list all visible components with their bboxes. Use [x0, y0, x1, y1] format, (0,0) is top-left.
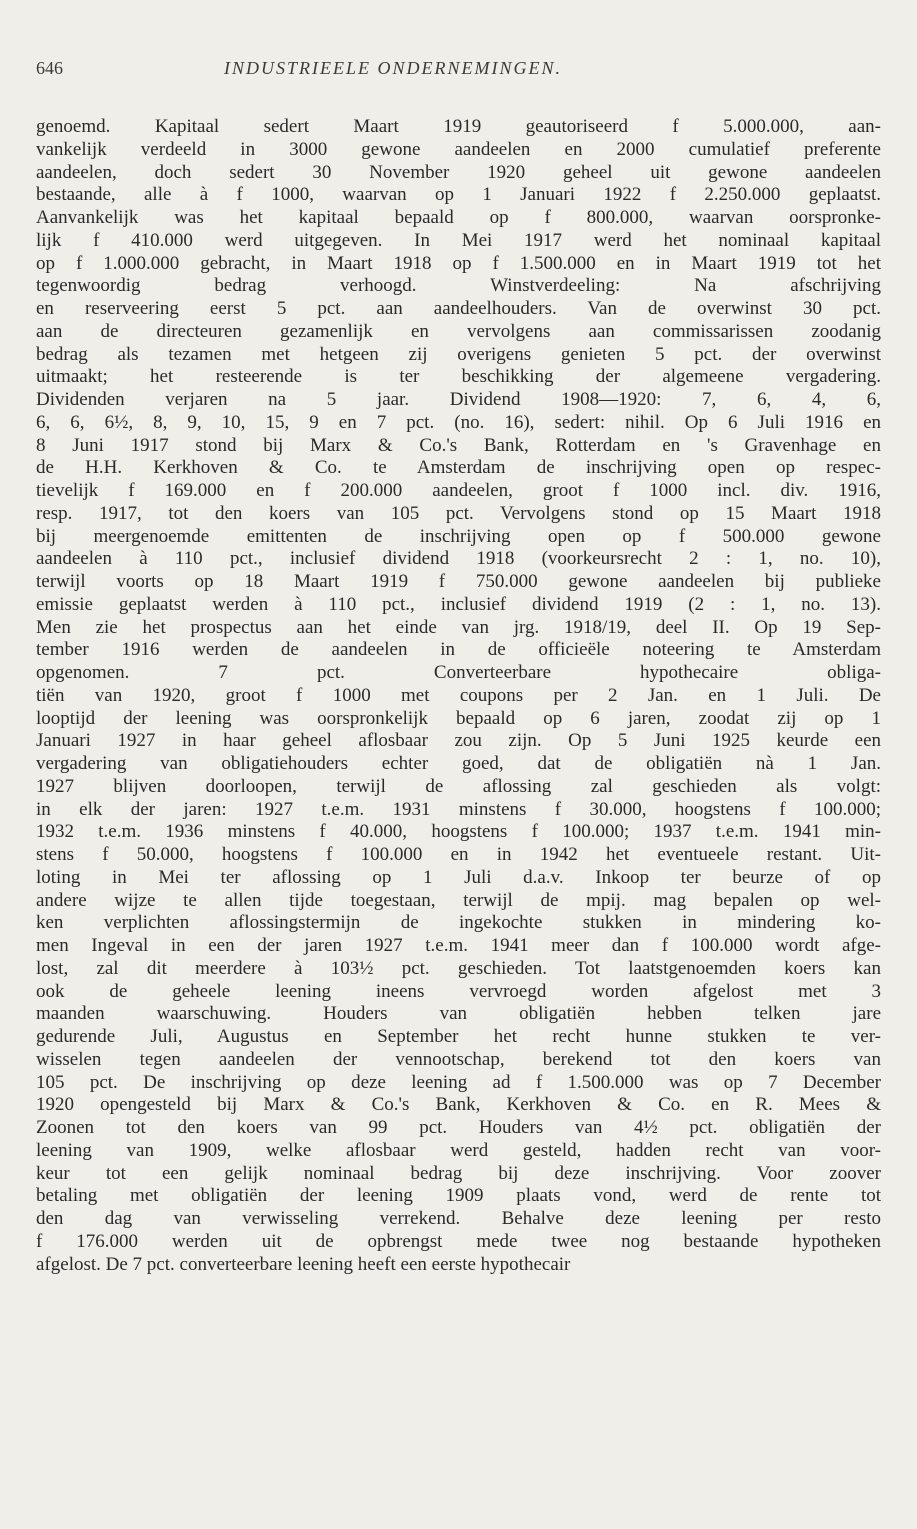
text-line: vankelijk verdeeld in 3000 gewone aandeelen en 2000 cumulatief preferente [36, 138, 881, 160]
running-title: INDUSTRIEELE ONDERNEMINGEN. [224, 58, 562, 78]
text-line: op f 1.000.000 gebracht, in Maart 1918 op f 1.500.000 en in Maart 1919 tot het [36, 252, 881, 274]
page-number: 646 [36, 58, 63, 78]
text-line: lijk f 410.000 werd uitgegeven. In Mei 1917 werd het nominaal kapitaal [36, 229, 881, 251]
text-line: bij meergenoemde emittenten de inschrijving open op f 500.000 gewone [36, 525, 881, 547]
text-line: Januari 1927 in haar geheel aflosbaar zou zijn. Op 5 Juni 1925 keurde een [36, 730, 881, 752]
text-line: tegenwoordig bedrag verhoogd. Winstverdeeling: Na afschrijving [36, 275, 881, 297]
text-line: loting in Mei ter aflossing op 1 Juli d.a.v. Inkoop ter beurze of op [36, 866, 881, 888]
body-text [36, 116, 881, 1276]
text-line: ken verplichten aflossingstermijn de ingekochte stukken in mindering ko- [36, 912, 881, 934]
text-line: bedrag als tezamen met hetgeen zij overigens genieten 5 pct. der overwinst [36, 343, 881, 365]
text-line: betaling met obligatiën der leening 1909 plaats vond, werd de rente tot [36, 1185, 881, 1207]
text-line: tiën van 1920, groot f 1000 met coupons per 2 Jan. en 1 Juli. De [36, 684, 881, 706]
text-line: 105 pct. De inschrijving op deze leening ad f 1.500.000 was op 7 December [36, 1071, 881, 1093]
text-line: gedurende Juli, Augustus en September het recht hunne stukken te ver- [36, 1026, 881, 1047]
text-line: 6, 6, 6½, 8, 9, 10, 15, 9 en 7 pct. (no. 16), sedert: nihil. Op 6 Juli 1916 en [36, 411, 881, 433]
text-line: resp. 1917, tot den koers van 105 pct. Vervolgens stond op 15 Maart 1918 [36, 502, 881, 524]
text-line: Zoonen tot den koers van 99 pct. Houders van 4½ pct. obligatiën der [36, 1117, 881, 1138]
text-line: uitmaakt; het resteerende is ter beschikking der algemeene vergadering. [36, 366, 881, 388]
text-line: tember 1916 werden de aandeelen in de officieële noteering te Amsterdam [36, 639, 881, 661]
text-line: aan de directeuren gezamenlijk en vervolgens aan commissarissen zoodanig [36, 320, 881, 342]
text-line: bestaande, alle à f 1000, waarvan op 1 Januari 1922 f 2.250.000 geplaatst. [36, 184, 881, 206]
text-line: looptijd der leening was oorspronkelijk bepaald op 6 jaren, zoodat zij op 1 [36, 707, 881, 729]
text-line: vergadering van obligatiehouders echter goed, dat de obligatiën nà 1 Jan. [36, 753, 881, 774]
text-line: lost, zal dit meerdere à 103½ pct. geschieden. Tot laatstgenoemden koers kan [36, 957, 881, 979]
text-line: f 176.000 werden uit de opbrengst mede twee nog bestaande hypotheken [36, 1230, 881, 1252]
text-line: aandeelen à 110 pct., inclusief dividend 1918 (voorkeursrecht 2 : 1, no. 10), [36, 548, 881, 570]
text-line: genoemd. Kapitaal sedert Maart 1919 geautoriseerd f 5.000.000, aan- [36, 116, 881, 137]
text-line: 1920 opengesteld bij Marx & Co.'s Bank, Kerkhoven & Co. en R. Mees & [36, 1094, 881, 1116]
text-line: en reserveering eerst 5 pct. aan aandeelhouders. Van de overwinst 30 pct. [36, 298, 881, 319]
text-line: terwijl voorts op 18 Maart 1919 f 750.000 gewone aandeelen bij publieke [36, 571, 881, 592]
text-line: stens f 50.000, hoogstens f 100.000 en in 1942 het eventueele restant. Uit- [36, 844, 881, 865]
text-line: tievelijk f 169.000 en f 200.000 aandeelen, groot f 1000 incl. div. 1916, [36, 480, 881, 501]
text-line: men Ingeval in een der jaren 1927 t.e.m. 1941 meer dan f 100.000 wordt afge- [36, 935, 881, 956]
text-line: leening van 1909, welke aflosbaar werd gesteld, hadden recht van voor- [36, 1139, 881, 1161]
text-line: 1927 blijven doorloopen, terwijl de aflossing zal geschieden als volgt: [36, 775, 881, 797]
text-line: aandeelen, doch sedert 30 November 1920 geheel uit gewone aandeelen [36, 161, 881, 183]
text-line: den dag van verwisseling verrekend. Behalve deze leening per resto [36, 1208, 881, 1229]
text-line: 8 Juni 1917 stond bij Marx & Co.'s Bank, Rotterdam en 's Gravenhage en [36, 434, 881, 456]
text-line: in elk der jaren: 1927 t.e.m. 1931 minstens f 30.000, hoogstens f 100.000; [36, 798, 881, 820]
text-line: andere wijze te allen tijde toegestaan, terwijl de mpij. mag bepalen op wel- [36, 889, 881, 911]
text-line: emissie geplaatst werden à 110 pct., inclusief dividend 1919 (2 : 1, no. 13). [36, 593, 881, 615]
text-line: opgenomen. 7 pct. Converteerbare hypothecaire obliga- [36, 662, 881, 683]
text-line: Dividenden verjaren na 5 jaar. Dividend 1908—1920: 7, 6, 4, 6, [36, 389, 881, 410]
text-line: de H.H. Kerkhoven & Co. te Amsterdam de inschrijving open op respec- [36, 457, 881, 479]
text-line: Aanvankelijk was het kapitaal bepaald op f 800.000, waarvan oorspronke- [36, 207, 881, 228]
text-line: 1932 t.e.m. 1936 minstens f 40.000, hoogstens f 100.000; 1937 t.e.m. 1941 min- [36, 821, 881, 843]
text-line: maanden waarschuwing. Houders van obligatiën hebben telken jare [36, 1003, 881, 1025]
text-line: afgelost. De 7 pct. converteerbare leening heeft een eerste hypothecair [36, 1253, 571, 1275]
text-line: Men zie het prospectus aan het einde van jrg. 1918/19, deel II. Op 19 Sep- [36, 616, 881, 638]
page-header [36, 58, 881, 88]
text-line: keur tot een gelijk nominaal bedrag bij deze inschrijving. Voor zoover [36, 1162, 881, 1184]
text-line: wisselen tegen aandeelen der vennootschap, berekend tot den koers van [36, 1048, 881, 1070]
text-line: ook de geheele leening ineens vervroegd worden afgelost met 3 [36, 980, 881, 1002]
